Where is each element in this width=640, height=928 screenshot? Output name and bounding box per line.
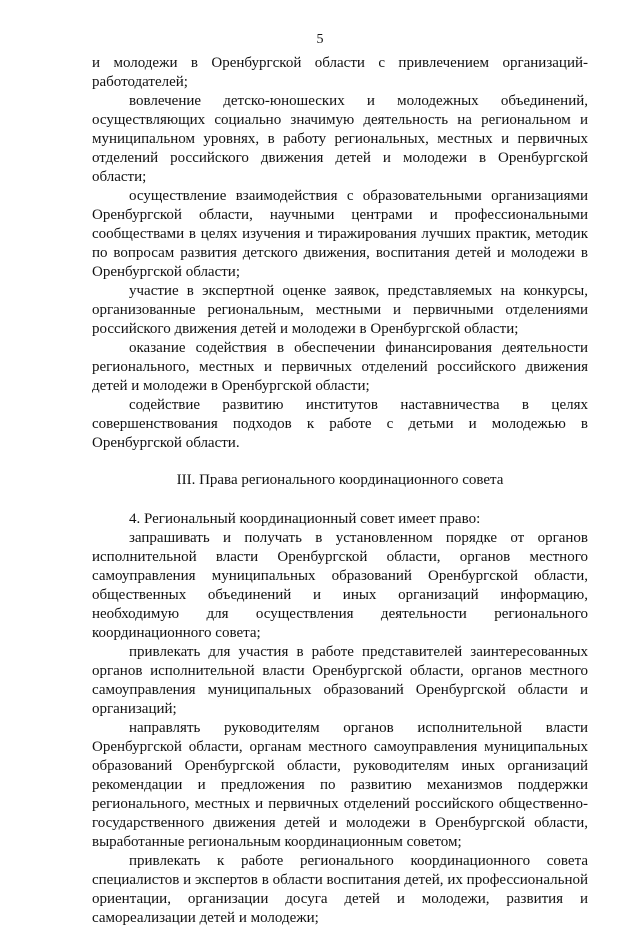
paragraph-request-info: запрашивать и получать в установленном порядке от органов исполнительной власти Оренбургской области, органов местного самоуправления муниципальных образований Оренбургской области, общественных объединений и иных организаций информацию, необходимую для осуществления деятельности регионального координационного совета;: [92, 530, 588, 641]
paragraph-involve-experts: привлекать к работе регионального координационного совета специалистов и экспертов в области воспитания детей, их профессиональной ориентации, организации досуга детей и молодежи, развития и самореализации детей и молодежи;: [92, 853, 588, 926]
paragraph-financing: оказание содействия в обеспечении финансирования деятельности регионального, местных и первичных отделений российского движения детей и молодежи в Оренбургской области;: [92, 340, 588, 394]
paragraph-involvement: вовлечение детско-юношеских и молодежных объединений, осуществляющих социально значимую деятельность на региональном и муниципальном уровнях, в работу региональных, местных и первичных отделений российского движения детей и молодежи в Оренбургской области;: [92, 93, 588, 185]
paragraph-rights-intro: 4. Региональный координационный совет имеет право:: [129, 511, 481, 527]
paragraph-expert-evaluation: участие в экспертной оценке заявок, представляемых на конкурсы, организованные региональным, местными и первичными отделениями российского движения детей и молодежи в Оренбургской области;: [92, 283, 588, 337]
paragraph-send-recommendations: направлять руководителям органов исполнительной власти Оренбургской области, органам местного самоуправления муниципальных образований Оренбургской области, руководителям иных организаций рекомендации и предложения по развитию механизмов поддержки регионального, местных и первичных отделений российского общественно-государственного движения детей и молодежи в Оренбургской области, выработанные региональным координационным советом;: [92, 720, 588, 850]
section-heading: III. Права регионального координационного совета: [176, 472, 504, 488]
paragraph-mentoring: содействие развитию институтов наставничества в целях совершенствования подходов к работе с детьми и молодежью в Оренбургской области.: [92, 397, 588, 451]
paragraph-interaction: осуществление взаимодействия с образовательными организациями Оренбургской области, научными центрами и профессиональными сообществами в целях изучения и тиражирования лучших практик, методик по вопросам развития детского движения, воспитания детей и молодежи в Оренбургской области;: [92, 188, 588, 280]
paragraph-continuation: и молодежи в Оренбургской области с привлечением организаций-работодателей;: [92, 55, 588, 90]
document-body: [92, 54, 588, 928]
page-number: 5: [316, 32, 324, 47]
paragraph-involve-representatives: привлекать для участия в работе представителей заинтересованных органов исполнительной власти Оренбургской области, органов местного самоуправления муниципальных образований Оренбургской области и организаций;: [92, 644, 588, 717]
